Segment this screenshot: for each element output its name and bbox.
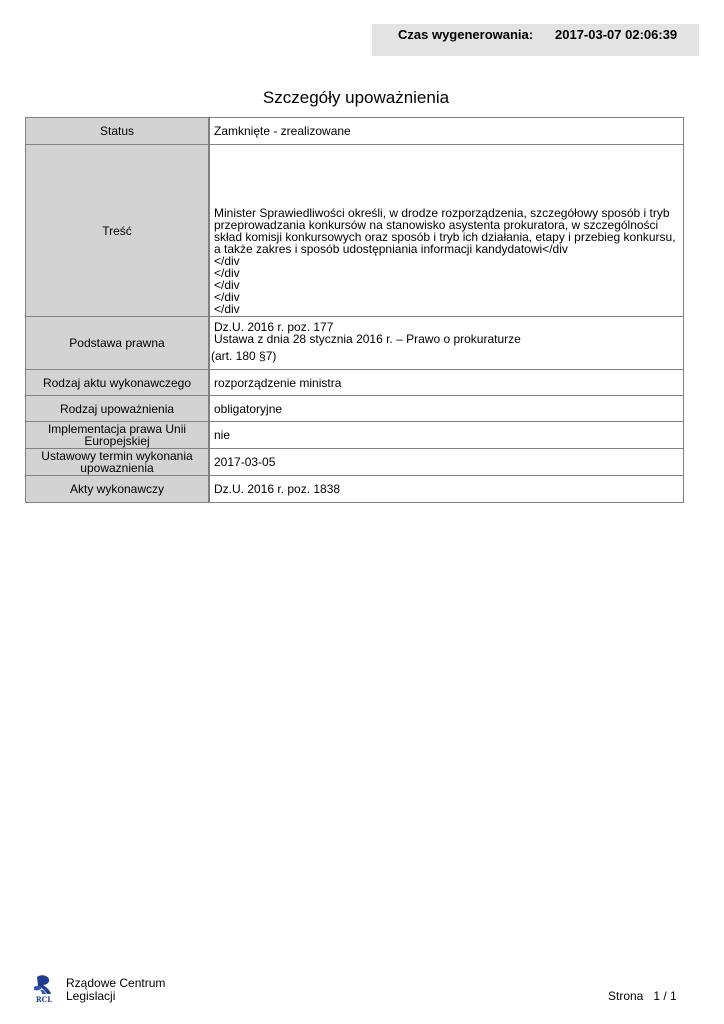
generation-time-value: 2017-03-07 02:06:39 xyxy=(555,27,678,42)
tresc-label: Treść xyxy=(26,145,210,317)
page-label: Strona xyxy=(608,989,644,1003)
tresc-closing-line: </div xyxy=(214,290,240,304)
termin-value: 2017-03-05 xyxy=(209,449,684,476)
row-rodzaj-aktu xyxy=(26,370,684,396)
podstawa-ustawa: Ustawa z dnia 28 stycznia 2016 r. – Prawo o prokuraturze xyxy=(214,332,521,346)
footer-org-line1: Rządowe Centrum xyxy=(66,976,166,990)
row-status xyxy=(26,118,684,145)
row-implementacja xyxy=(26,422,684,449)
tresc-value xyxy=(209,145,684,317)
row-podstawa xyxy=(26,317,684,370)
status-value: Zamknięte - zrealizowane xyxy=(209,118,684,145)
footer-org-line2: Legislacji xyxy=(66,989,116,1003)
implementacja-label-text: Implementacja prawa Unii Europejskiej xyxy=(47,422,187,448)
footer-organization xyxy=(66,977,165,1003)
rodzaj-upowaznienia-value: obligatoryjne xyxy=(209,396,684,422)
rodzaj-aktu-label: Rodzaj aktu wykonawczego xyxy=(26,370,210,396)
rcl-logo xyxy=(31,973,57,1003)
row-rodzaj-upowaznienia xyxy=(26,396,684,422)
tresc-closing-line: </div xyxy=(214,254,240,268)
details-table xyxy=(25,117,684,503)
page-title: Szczegóły upoważnienia xyxy=(262,88,450,107)
tresc-text: Minister Sprawiedliwości określi, w drodze rozporządzenia, szczegółowy sposób i tryb przeprowadzania konkursów na stanowisko asystenta prokuratora, w szczególności skład komisji konkursowych oraz sposób i tryb ich działania, etapy i przebieg konkursu, a także zakres i sposób udostępniania informacji kandydatowi</div xyxy=(214,206,676,256)
row-tresc xyxy=(26,145,684,317)
implementacja-label xyxy=(26,422,210,449)
tresc-closing-line: </div xyxy=(214,266,240,280)
rodzaj-aktu-value: rozporządzenie ministra xyxy=(209,370,684,396)
akty-value: Dz.U. 2016 r. poz. 1838 xyxy=(209,476,684,503)
row-termin xyxy=(26,449,684,476)
page-value: 1 / 1 xyxy=(653,989,677,1003)
footer-page-number xyxy=(608,989,677,1003)
termin-label-text: Ustawowy termin wykonania upowaznienia xyxy=(41,449,193,475)
podstawa-article: (art. 180 §7) xyxy=(211,349,277,363)
status-label: Status xyxy=(26,118,210,145)
tresc-closing-line: </div xyxy=(214,278,240,292)
generation-time-box xyxy=(372,24,699,56)
termin-label xyxy=(26,449,210,476)
podstawa-value xyxy=(209,317,684,370)
podstawa-dzu: Dz.U. 2016 r. poz. 177 xyxy=(214,320,334,334)
tresc-closing-line: </div xyxy=(214,302,240,316)
rodzaj-upowaznienia-label: Rodzaj upoważnienia xyxy=(26,396,210,422)
implementacja-value: nie xyxy=(209,422,684,449)
podstawa-label: Podstawa prawna xyxy=(26,317,210,370)
row-akty xyxy=(26,476,684,503)
generation-time-label: Czas wygenerowania: xyxy=(398,27,534,42)
rcl-logo-text: RCL xyxy=(35,995,53,1003)
akty-label: Akty wykonawczy xyxy=(26,476,210,503)
